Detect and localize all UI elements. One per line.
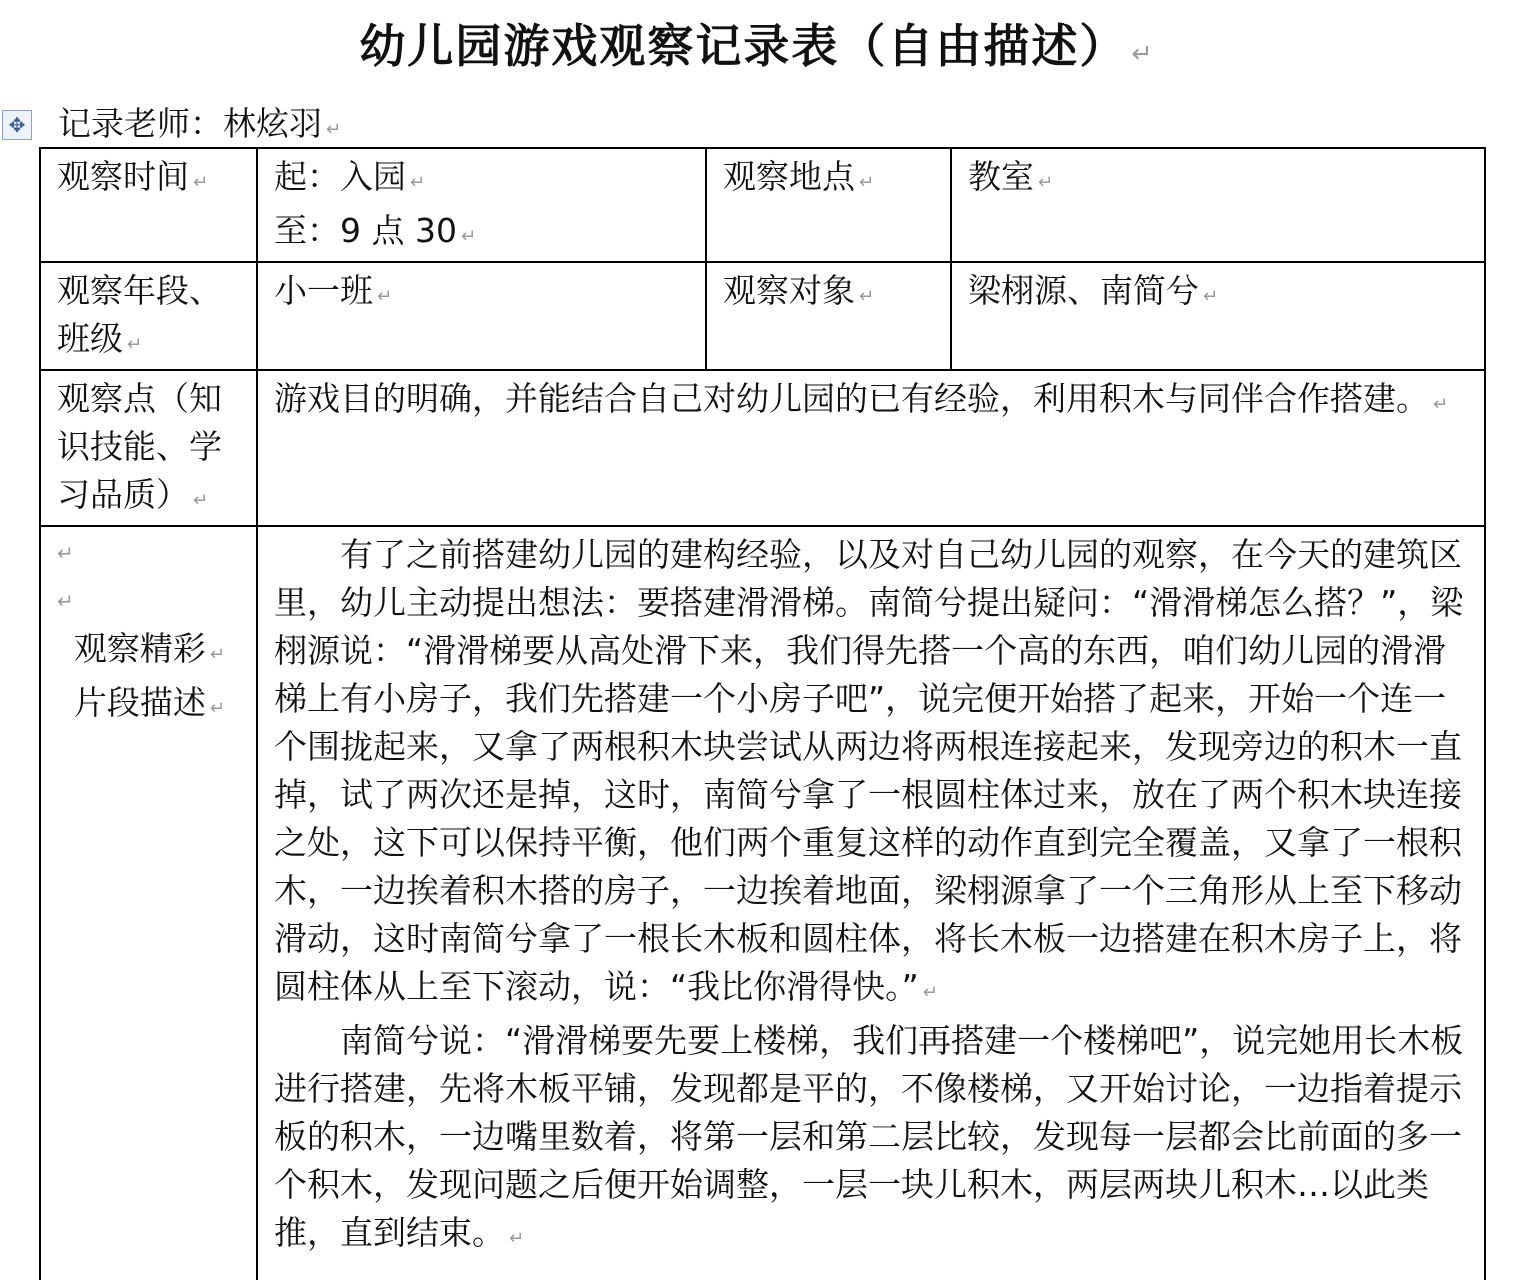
desc-paragraph-1: 有了之前搭建幼儿园的建构经验，以及对自己幼儿园的观察，在今天的建筑区里，幼儿主动提出想法：要搭建滑滑梯。南简兮提出疑问：“滑滑梯怎么搭？”，梁栩源说：“滑滑梯要从高处滑下来，我们得先搭一个高的东西，咱们幼儿园的滑滑梯上有小房子，我们先搭建一个小房子吧”，说完便开始搭了起来，开始一个连一个围拢起来，又拿了两根积木块尝试从两边将两根连接起来，发现旁边的积木一直掉，试了两次还是掉，这时，南简兮拿了一根圆柱体过来，放在了两个积木块连接之处，这下可以保持平衡，他们两个重复这样的动作直到完全覆盖，又拿了一根积木，一边挨着积木搭的房子，一边挨着地面，梁栩源拿了一个三角形从上至下移动滑动，这时南简兮拿了一根长木板和圆柱体，将长木板一边搭建在积木房子上，将圆柱体从上至下滚动，说：“我比你滑得快。” bbox=[274, 535, 1464, 1006]
table-row bbox=[40, 370, 1485, 526]
paragraph-mark-icon: ↵ bbox=[1203, 286, 1219, 307]
teacher-line bbox=[58, 100, 341, 154]
desc-label-cell bbox=[40, 526, 257, 1280]
paragraph-mark-icon: ↵ bbox=[1433, 394, 1449, 415]
subject-label-cell bbox=[706, 262, 951, 370]
class-value-cell bbox=[257, 262, 706, 370]
paragraph-mark-icon: ↵ bbox=[127, 334, 143, 355]
point-value: 游戏目的明确，并能结合自己对幼儿园的已有经验，利用积木与同伴合作搭建。 bbox=[274, 379, 1429, 418]
place-value-cell bbox=[951, 148, 1485, 262]
teacher-text: 记录老师：林炫羽 bbox=[58, 104, 322, 143]
place-label: 观察地点 bbox=[723, 157, 855, 196]
paragraph-mark-icon: ↵ bbox=[57, 589, 74, 613]
point-label-cell bbox=[40, 370, 257, 526]
time-value-cell bbox=[257, 148, 706, 262]
observation-table bbox=[39, 147, 1486, 1280]
paragraph-mark-icon: ↵ bbox=[326, 119, 342, 140]
paragraph-mark-icon: ↵ bbox=[377, 286, 393, 307]
paragraph-mark-icon: ↵ bbox=[509, 1228, 525, 1249]
class-label-cell bbox=[40, 262, 257, 370]
paragraph-mark-icon: ↵ bbox=[209, 698, 226, 719]
paragraph-mark-icon: ↵ bbox=[1131, 39, 1155, 68]
desc-paragraph-2: 南简兮说：“滑滑梯要先要上楼梯，我们再搭建一个楼梯吧”，说完她用长木板进行搭建，先将木板平铺，发现都是平的，不像楼梯，又开始讨论，一边指着提示板的积木，一边嘴里数着，将第一层和第二层比较，发现每一层都会比前面的多一个积木，发现问题之后便开始调整，一层一块儿积木，两层两块儿积木…以此类推，直到结束。 bbox=[274, 1021, 1464, 1252]
place-value: 教室 bbox=[968, 157, 1034, 196]
point-value-cell bbox=[257, 370, 1485, 526]
desc-value-cell bbox=[257, 526, 1485, 1280]
paragraph-mark-icon: ↵ bbox=[410, 172, 426, 193]
desc-label-line1: 观察精彩 bbox=[73, 629, 206, 668]
paragraph-mark-icon: ↵ bbox=[209, 644, 226, 665]
class-label: 观察年段、班级 bbox=[57, 271, 222, 358]
page-title bbox=[0, 16, 1514, 84]
point-label: 观察点（知识技能、学习品质） bbox=[57, 379, 222, 514]
paragraph-mark-icon: ↵ bbox=[859, 172, 875, 193]
paragraph-mark-icon: ↵ bbox=[460, 226, 477, 247]
subject-value: 梁栩源、南简兮 bbox=[968, 271, 1199, 310]
time-label-cell bbox=[40, 148, 257, 262]
desc-label-line2: 片段描述 bbox=[73, 683, 206, 722]
table-row bbox=[40, 262, 1485, 370]
subject-label: 观察对象 bbox=[723, 271, 855, 310]
paragraph-mark-icon: ↵ bbox=[193, 490, 209, 511]
table-row bbox=[40, 526, 1485, 1280]
time-end: 至：9 点 30 bbox=[274, 211, 457, 250]
subject-value-cell bbox=[951, 262, 1485, 370]
time-start: 起：入园 bbox=[274, 157, 406, 196]
title-text: 幼儿园游戏观察记录表（自由描述） bbox=[359, 19, 1128, 73]
paragraph-mark-icon: ↵ bbox=[1038, 172, 1054, 193]
desc-paragraph bbox=[274, 531, 1470, 1017]
table-move-handle-icon[interactable]: ✥ bbox=[2, 110, 32, 140]
paragraph-mark-icon: ↵ bbox=[922, 982, 938, 1003]
paragraph-mark-icon: ↵ bbox=[193, 172, 209, 193]
class-value: 小一班 bbox=[274, 271, 373, 310]
time-label: 观察时间 bbox=[57, 157, 189, 196]
desc-paragraph bbox=[274, 1017, 1470, 1263]
table-row bbox=[40, 148, 1485, 262]
paragraph-mark-icon: ↵ bbox=[859, 286, 875, 307]
place-label-cell bbox=[706, 148, 951, 262]
paragraph-mark-icon: ↵ bbox=[57, 541, 74, 565]
